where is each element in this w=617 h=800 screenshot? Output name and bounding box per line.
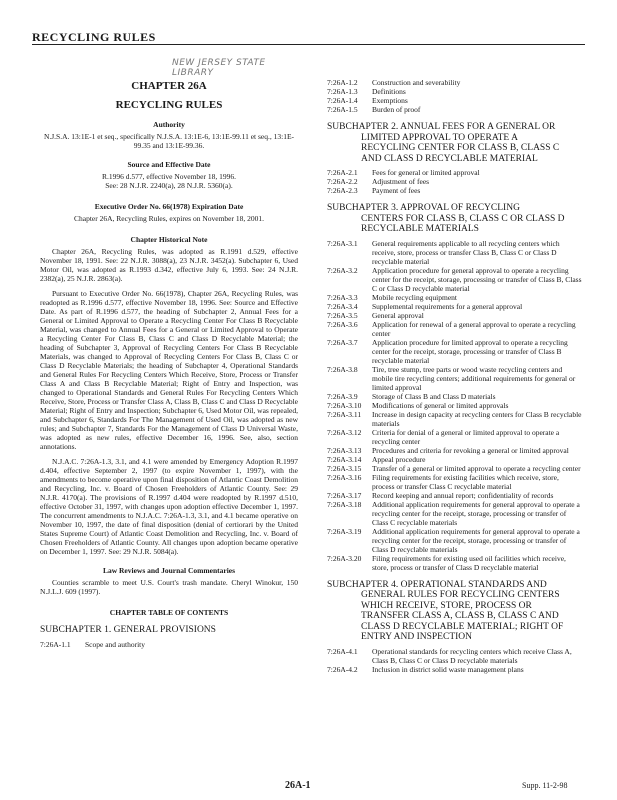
left-column <box>40 78 298 649</box>
header-rule <box>32 44 585 45</box>
toc-entry-number: 7:26A-3.14 <box>327 454 362 464</box>
toc-entry-text: Criteria for denial of a general or limited approval to operate a recycling center <box>372 427 560 446</box>
source-line-2: See: 28 N.J.R. 2240(a), 28 N.J.R. 5360(a). <box>105 181 233 190</box>
toc-entry <box>327 293 583 302</box>
toc-entry-text: Procedures and criteria for revoking a general or limited approval <box>372 445 569 455</box>
library-stamp: NEW JERSEY STATE LIBRARY <box>172 58 266 78</box>
toc-entry <box>327 177 583 186</box>
source-line-1: R.1996 d.577, effective November 18, 1996. <box>101 172 236 181</box>
toc-entry-text: Construction and severability <box>372 78 461 87</box>
toc-entry-number: 7:26A-1.2 <box>327 78 358 87</box>
toc-entry <box>327 78 583 87</box>
toc-entry-text: Payment of fees <box>372 186 421 195</box>
toc-entry-number: 7:26A-3.20 <box>327 553 362 563</box>
toc-entry-text: Mobile recycling equipment <box>372 292 457 302</box>
toc-entry-text: Increase in design capacity at recycling centers for Class B recyclable materials <box>372 409 582 428</box>
toc-entry-text: Additional application requirements for general approval to operate a recycling center for the receipt, storage, processing or transfer of Class C recyclable materials <box>372 499 580 527</box>
toc-entry <box>327 665 583 674</box>
toc-entry <box>327 365 583 392</box>
law-reviews-heading: Law Reviews and Journal Commentaries <box>102 566 236 575</box>
toc-entry <box>327 491 583 500</box>
toc-entry <box>327 338 583 365</box>
toc-entry <box>327 239 583 266</box>
toc-entry <box>327 96 583 105</box>
toc-entry-text: Record keeping and annual report; confidentiality of records <box>372 490 554 500</box>
toc-entry-number: 7:26A-3.19 <box>327 526 362 536</box>
toc-entry-text: Additional application requirements for general approval to operate a recycling center for the receipt, storage, processing or transfer of Class D recyclable materials <box>372 526 580 554</box>
toc-entry <box>327 320 583 338</box>
history-paragraph-1: Chapter 26A, Recycling Rules, was adopted as R.1991 d.529, effective November 18, 1991. See: 22 N.J.R. 3088(a), 23 N.J.R. 3452(a). Subchapter 6, Used Motor Oil, was adopted as R.1993 d.342, effective July 6, 1993. See: 24 N.J.R. 2382(a), 25 N.J.R. 2863(a). <box>40 247 298 283</box>
authority-heading: Authority <box>153 120 185 129</box>
subchapter-1-title: SUBCHAPTER 1. GENERAL PROVISIONS <box>40 625 216 635</box>
toc-entry-text: Application procedure for general approval to operate a recycling center for the receipt, storage, processing or transfer of Class B, Class C or Class D recyclable material <box>372 265 582 293</box>
toc-entry-number: 7:26A-3.16 <box>327 472 362 482</box>
toc-entry-number: 7:26A-3.10 <box>327 400 362 410</box>
toc-entry-number: 7:26A-3.18 <box>327 499 362 509</box>
toc-entry-text: General approval <box>372 310 424 320</box>
toc-entry-number: 7:26A-3.13 <box>327 445 362 455</box>
toc-entry-text: Operational standards for recycling centers which receive Class A, Class B, Class C or Class D recyclable materials <box>372 646 572 665</box>
toc-entry-number: 7:26A-3.4 <box>327 301 358 311</box>
toc-entry <box>327 527 583 554</box>
toc-entry-number: 7:26A-3.15 <box>327 463 362 473</box>
toc-entry-text: Exemptions <box>372 96 408 105</box>
toc-entry-number: 7:26A-1.4 <box>327 96 358 105</box>
source-heading: Source and Effective Date <box>127 160 211 169</box>
chapter-title: RECYCLING RULES <box>115 99 223 111</box>
exec-order-heading: Executive Order No. 66(1978) Expiration Date <box>94 202 244 211</box>
toc-entry-text: Application procedure for limited approval to operate a recycling center for the receipt, storage, processing or transfer of Class B recyclable material <box>372 337 568 365</box>
running-header: RECYCLING RULES <box>32 30 156 44</box>
right-column <box>327 78 583 674</box>
toc-entry-text: General requirements applicable to all recycling centers which receive, store, process or transfer Class B, Class C or Class D recyclable material <box>372 238 560 266</box>
toc-entry <box>327 105 583 114</box>
exec-order-text: Chapter 26A, Recycling Rules, expires on November 18, 2001. <box>74 214 264 223</box>
subchapter-3-title: SUBCHAPTER 3. APPROVAL OF RECYCLING CENTERS FOR CLASS B, CLASS C OR CLASS D RECYCLABLE MATERIALS <box>327 203 565 234</box>
toc-entry-number: 7:26A-4.2 <box>327 664 358 674</box>
toc-entry-number: 7:26A-1.1 <box>40 639 71 649</box>
page-number: 26A-1 <box>285 780 311 791</box>
toc-entry-text: Appeal procedure <box>372 454 426 464</box>
history-heading: Chapter Historical Note <box>130 235 208 244</box>
toc-entry-number: 7:26A-3.12 <box>327 427 362 437</box>
toc-entry <box>327 87 583 96</box>
toc-entry <box>327 186 583 195</box>
toc-entry-text: Supplemental requirements for a general approval <box>372 301 523 311</box>
toc-entry-number: 7:26A-3.8 <box>327 364 358 374</box>
toc-entry <box>327 266 583 293</box>
toc-entry <box>327 392 583 401</box>
toc-entry-text: Filing requirements for existing facilities which receive, store, process or transfer Class C recyclable material <box>372 472 559 491</box>
toc-entry-number: 7:26A-3.2 <box>327 265 358 275</box>
toc-entry <box>327 500 583 527</box>
toc-entry <box>327 401 583 410</box>
subchapter-4-title: SUBCHAPTER 4. OPERATIONAL STANDARDS AND GENERAL RULES FOR RECYCLING CENTERS WHICH RECEIVE, STORE, PROCESS OR TRANSFER CLASS A, CLASS B, CLASS C AND CLASS D RECYCLABLE MATERIAL; RIGHT OF ENTRY AND INSPECTION <box>327 579 564 642</box>
toc-entry <box>327 554 583 572</box>
toc-entry-number: 7:26A-2.3 <box>327 186 358 195</box>
toc-entry-number: 7:26A-3.7 <box>327 337 358 347</box>
toc-entry-text: Definitions <box>372 87 406 96</box>
toc-entry-text: Modifications of general or limited approvals <box>372 400 509 410</box>
toc-entry <box>327 446 583 455</box>
toc-entry-text: Filing requirements for existing used oil facilities which receive, store, process or transfer of Class D recyclable material <box>372 553 566 572</box>
toc-entry <box>327 168 583 177</box>
toc-entry <box>327 428 583 446</box>
toc-entry-text: Inclusion in district solid waste management plans <box>372 664 524 674</box>
toc-entry-number: 7:26A-3.9 <box>327 391 358 401</box>
toc-entry-text: Transfer of a general or limited approval to operate a recycling center <box>372 463 581 473</box>
toc-entry <box>327 455 583 464</box>
toc-entry-number: 7:26A-4.1 <box>327 646 358 656</box>
toc-entry-number: 7:26A-2.2 <box>327 177 358 186</box>
supplement-date: Supp. 11-2-98 <box>522 781 568 790</box>
toc-entry <box>327 302 583 311</box>
toc-entry-text: Tire, tree stump, tree parts or wood waste recycling centers and mobile tire recycling centers; additional requirements for general or limited approval <box>372 364 576 392</box>
toc-entry <box>40 640 298 649</box>
toc-entry-number: 7:26A-3.6 <box>327 319 358 329</box>
toc-entry-text: Burden of proof <box>372 105 421 114</box>
toc-entry-text: Application for renewal of a general approval to operate a recycling center <box>372 319 576 338</box>
toc-entry <box>327 410 583 428</box>
authority-text: N.J.S.A. 13:1E-1 et seq., specifically N.J.S.A. 13:1E-6, 13:1E-99.11 et seq., 13:1E-99.35 and 13:1E-99.36. <box>43 132 295 150</box>
subchapter-2-title: SUBCHAPTER 2. ANNUAL FEES FOR A GENERAL OR LIMITED APPROVAL TO OPERATE A RECYCLING CENTER FOR CLASS B, CLASS C AND CLASS D RECYCLABLE MATERIAL <box>327 122 560 164</box>
toc-entry <box>327 473 583 491</box>
toc-entry-number: 7:26A-2.1 <box>327 168 358 177</box>
toc-entry-number: 7:26A-3.1 <box>327 238 358 248</box>
toc-entry <box>327 647 583 665</box>
law-reviews-text: Counties scramble to meet U.S. Court's trash mandate. Cheryl Winokur, 150 N.J.L.J. 609 (1997). <box>40 578 298 596</box>
toc-entry-number: 7:26A-1.5 <box>327 105 358 114</box>
toc-entry-number: 7:26A-3.17 <box>327 490 362 500</box>
toc-entry <box>327 464 583 473</box>
toc-entry-number: 7:26A-1.3 <box>327 87 358 96</box>
toc-entry <box>327 311 583 320</box>
toc-entry-number: 7:26A-3.3 <box>327 292 358 302</box>
toc-entry-text: Fees for general or limited approval <box>372 168 480 177</box>
chapter-number: CHAPTER 26A <box>131 80 207 92</box>
toc-entry-text: Adjustment of fees <box>372 177 430 186</box>
toc-entry-text: Storage of Class B and Class D materials <box>372 391 496 401</box>
toc-entry-number: 7:26A-3.5 <box>327 310 358 320</box>
toc-entry-text: Scope and authority <box>85 639 145 649</box>
toc-entry-number: 7:26A-3.11 <box>327 409 362 419</box>
history-paragraph-2: Pursuant to Executive Order No. 66(1978), Chapter 26A, Recycling Rules, was readopted as R.1996 d.577, effective November 18, 1996. See: Source and Effective Date. As part of R.1996 d.577, the heading of Subchapter 2, Annual Fees for a General or Limited Approval to Operate a Recycling Center For Class B Recyclable Material, was changed to Annual Fees for a General or Limited Approval to Operate a Recycling Center For Class B, Class C and Class D Recyclable Material; the heading of Subchapter 3, Approval of Recycling Centers For Class B Recyclable Materials, was changed to Approval of Recycling Centers For Class B, Class C or Class D Recyclable Materials; the heading of Subchapter 4, Operational Standards and General Rules For Recycling Centers Which Receive, Store, Process or Transfer Class A and Class B Recyclable Material; Right of Entry and Inspection, was changed to Operational Standards and General Rules For Recycling Centers Which Receive, Store, Process or Transfer Class A, Class B, Class C and Class D Recyclable Material; Right of Entry and Inspection; Subchapter 6, Used Motor Oil, was repealed, and Subchapter 6, Standards For The Management of Used Oil, was adopted as new rules; and Subchapter 7, Standards For the Management of Class D Universal Waste, was adopted as new rules, effective December 16, 1996. See, also, section annotations. <box>40 289 298 451</box>
toc-heading: CHAPTER TABLE OF CONTENTS <box>109 608 229 617</box>
history-paragraph-3: N.J.A.C. 7:26A-1.3, 3.1, and 4.1 were amended by Emergency Adoption R.1997 d.404, effective September 2, 1997 (to expire November 1, 1997), with the amendments to become operative upon final disposition of Atlantic Coast Demolition and Recycling, Inc. v. Board of Chosen Freeholders of Atlantic County. See: 29 N.J.R. 4170(a). The provisions of R.1997 d.404 were readopted by R.1997 d.510, effective October 31, 1997, with changes upon adoption effective December 1, 1997. The concurrent amendments to N.J.A.C. 7:26A-1.3, 3.1, and 4.1 became operative on November 10, 1997, the date of final disposition (denial of certiorari by the United States Supreme Court) of Atlantic Coast Demolition and Recycling, Inc. v. Board of Chosen Freeholders of Atlantic County. All changes upon adoption became operative on December 1, 1997. See: 29 N.J.R. 5084(a). <box>40 457 298 556</box>
